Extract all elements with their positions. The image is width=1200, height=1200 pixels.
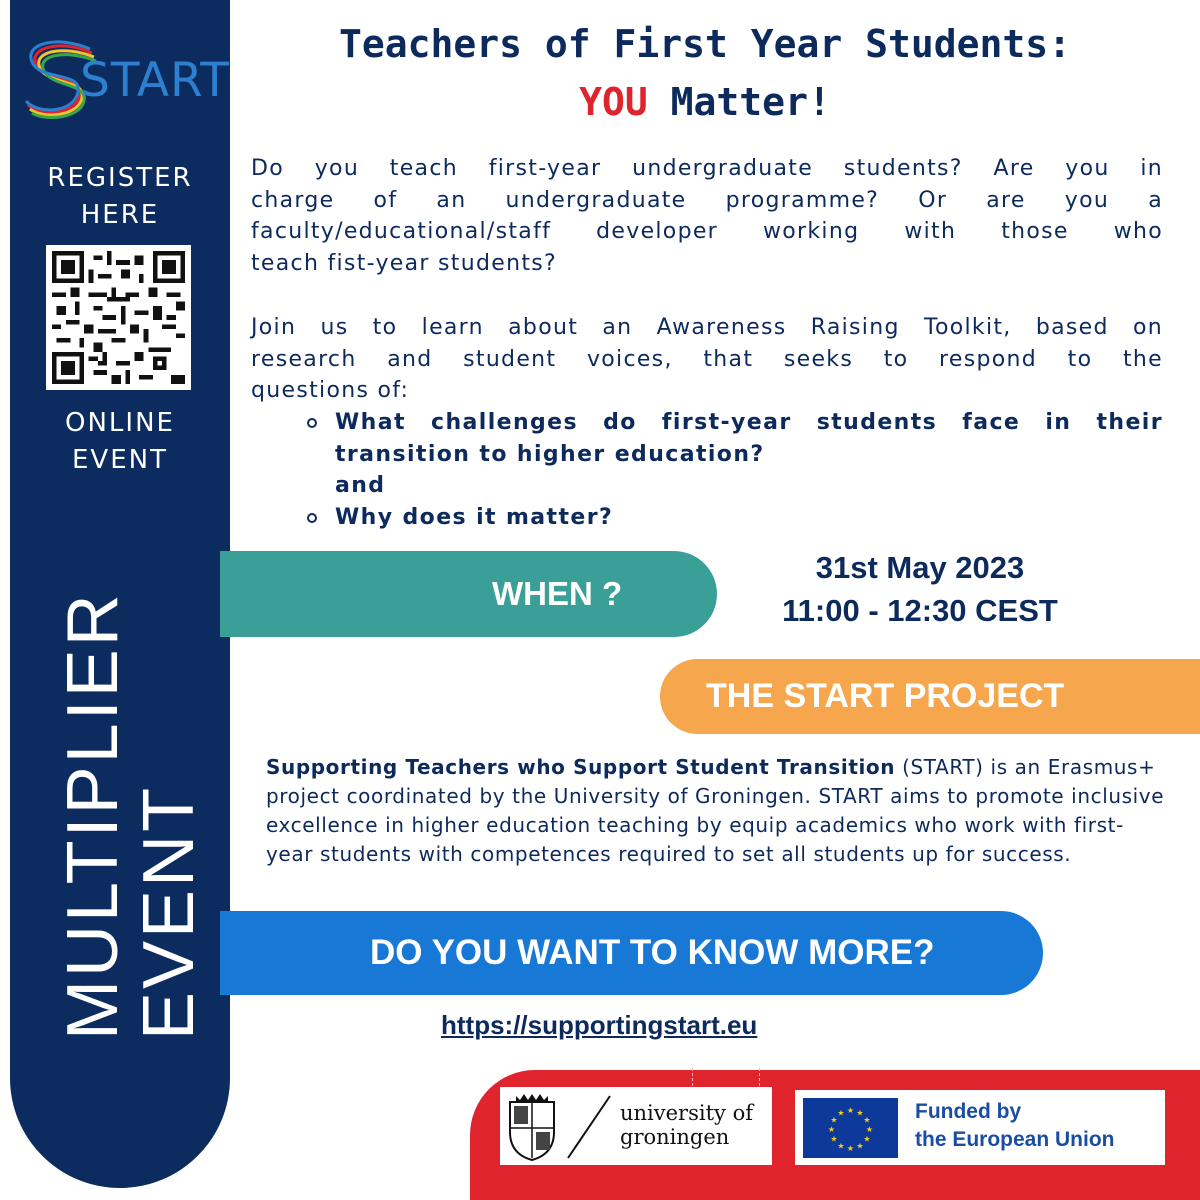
register-line-2: HERE	[80, 200, 160, 230]
list-item	[300, 502, 1163, 534]
bullet-text: What challenges do first-year students face in their transition to higher education?	[335, 410, 1163, 467]
svg-text:★: ★	[863, 1115, 871, 1125]
eu-funding-text	[915, 1098, 1115, 1154]
svg-text:★: ★	[846, 1106, 855, 1115]
bullet-circle-icon	[307, 513, 317, 523]
project-name: Supporting Teachers who Support Student Transition	[266, 755, 896, 779]
divider	[692, 1068, 693, 1086]
bullet-and: and	[335, 473, 386, 498]
online-line-1: ONLINE	[65, 408, 175, 438]
svg-text:★: ★	[865, 1125, 874, 1134]
svg-text:★: ★	[837, 1108, 845, 1118]
intro-p1-line: faculty/educational/staff developer working with those who	[251, 219, 1163, 244]
qr-code-icon	[52, 251, 185, 384]
registration-qr-code[interactable]	[46, 245, 191, 390]
when-banner: WHEN ?	[220, 551, 717, 637]
groningen-wordmark	[620, 1101, 753, 1149]
logo-text: START	[80, 53, 230, 108]
page-subtitle	[300, 80, 1110, 124]
ug-line-1: university of	[620, 1101, 753, 1125]
online-line-2: EVENT	[72, 445, 168, 475]
divider	[759, 1068, 760, 1086]
svg-text:★: ★	[837, 1141, 845, 1151]
register-line-1: REGISTER	[47, 163, 193, 193]
svg-text:★: ★	[830, 1134, 838, 1144]
svg-text:★: ★	[830, 1115, 838, 1125]
bullet-text: Why does it matter?	[335, 504, 614, 530]
vertical-title-line-2: EVENT	[129, 784, 209, 1040]
event-time: 11:00 - 12:30 CEST	[782, 593, 1058, 628]
eu-funding-logo	[795, 1090, 1165, 1165]
intro-p2-line: questions of:	[251, 378, 410, 403]
project-description-text: (START) is an Erasmus+ project coordinated by the University of Groningen. START aims to promote inclusive excellence in higher education teaching by equip academics who work with first-year students with competences required to set all students up for success.	[266, 755, 1165, 866]
project-description	[266, 753, 1166, 869]
svg-text:★: ★	[856, 1108, 864, 1118]
intro-p2-line: Join us to learn about an Awareness Raising Toolkit, based on	[251, 315, 1163, 340]
svg-text:★: ★	[827, 1125, 836, 1134]
list-item	[300, 407, 1163, 502]
intro-paragraph-1	[251, 153, 1163, 279]
subtitle-rest: Matter!	[647, 80, 831, 124]
intro-p1-line: charge of an undergraduate programme? Or are you a	[251, 187, 1163, 213]
svg-text:★: ★	[863, 1134, 871, 1144]
groningen-crest-icon	[506, 1092, 614, 1162]
multiplier-event-title	[55, 591, 207, 1040]
website-link[interactable]: https://supportingstart.eu	[441, 1010, 758, 1040]
svg-text:★: ★	[856, 1141, 864, 1151]
online-event-label	[10, 405, 230, 479]
you-highlight: YOU	[579, 80, 648, 124]
svg-text:★: ★	[846, 1144, 855, 1153]
bullet-circle-icon	[307, 418, 317, 428]
intro-p1-line: teach fist-year students?	[251, 250, 557, 276]
eu-flag-icon	[803, 1098, 898, 1158]
ug-line-2: groningen	[620, 1125, 730, 1149]
intro-p1-line: Do you teach first-year undergraduate students? Are you in	[251, 156, 1163, 181]
page-title: Teachers of First Year Students:	[338, 22, 1072, 66]
start-project-banner: THE START PROJECT	[660, 659, 1200, 734]
question-list	[300, 407, 1163, 533]
eu-line-2: the European Union	[915, 1128, 1115, 1151]
sidebar	[10, 0, 230, 1188]
vertical-title-line-1: MULTIPLIER	[53, 591, 133, 1040]
start-logo	[22, 35, 230, 125]
university-of-groningen-logo	[500, 1087, 772, 1165]
event-date: 31st May 2023	[815, 550, 1025, 585]
intro-paragraph-2	[251, 312, 1163, 407]
know-more-banner: DO YOU WANT TO KNOW MORE?	[220, 911, 1043, 995]
eu-line-1: Funded by	[915, 1100, 1022, 1123]
intro-p2-line: research and student voices, that seeks to respond to the	[251, 346, 1163, 372]
register-label	[10, 160, 230, 234]
